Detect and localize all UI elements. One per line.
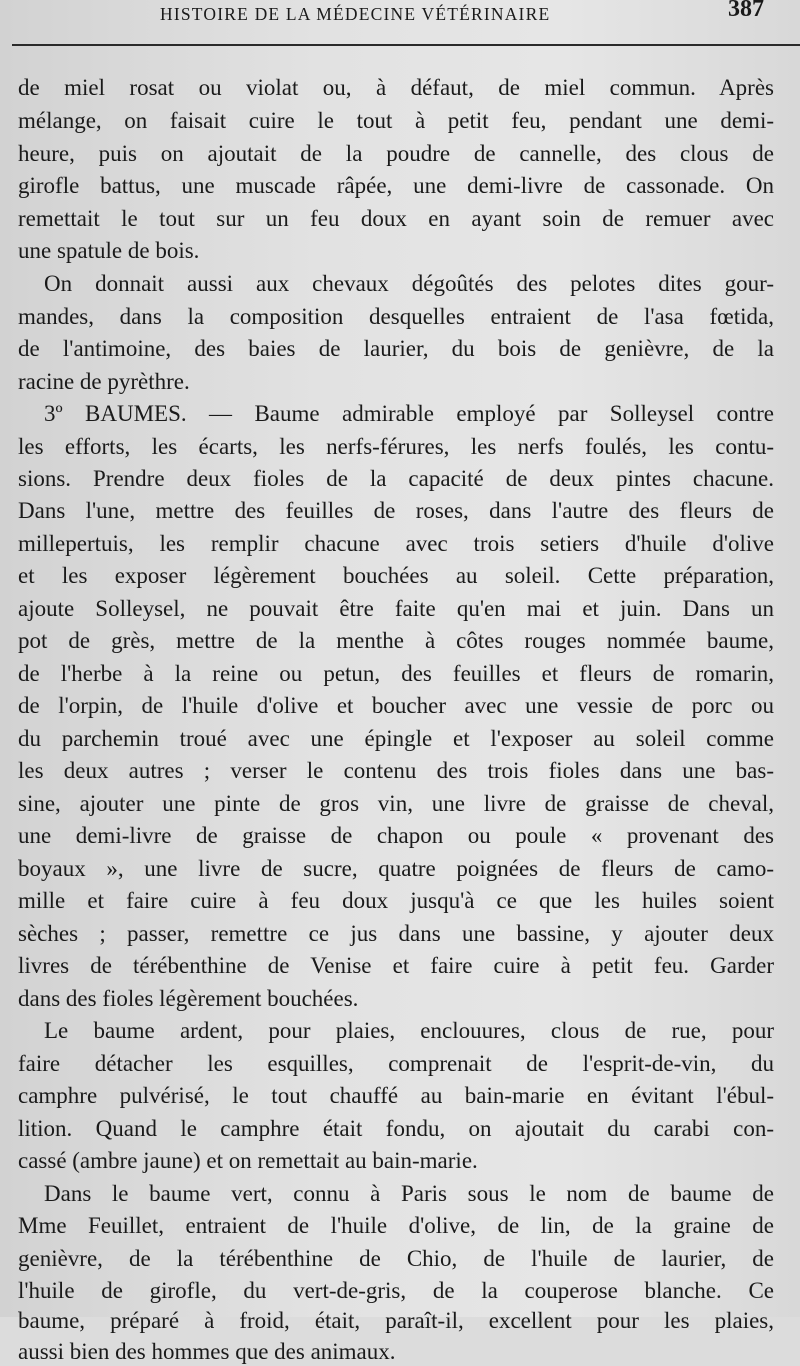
text-line: ajoute Solleysel, ne pouvait être faite qu'en mai et juin. Dans un: [18, 596, 774, 621]
text-line: racine de pyrèthre.: [18, 369, 190, 394]
text-line: l'huile de girofle, du vert-de-gris, de la couperose blanche. Ce: [18, 1278, 774, 1303]
text-line: 3º BAUMES. — Baume admirable employé par Solleysel contre: [44, 401, 774, 426]
text-line: les deux autres ; verser le contenu des trois fioles dans une bas-: [18, 758, 774, 783]
text-line: pot de grès, mettre de la menthe à côtes rouges nommée baume,: [18, 628, 774, 653]
page-number: 387: [728, 0, 764, 22]
text-line: dans des fioles légèrement bouchées.: [18, 986, 359, 1011]
text-line: On donnait aussi aux chevaux dégoûtés des pelotes dites gour-: [44, 271, 774, 296]
text-line: et les exposer légèrement bouchées au soleil. Cette préparation,: [18, 563, 774, 588]
text-line: de l'orpin, de l'huile d'olive et boucher avec une vessie de porc ou: [18, 693, 774, 718]
text-line: livres de térébenthine de Venise et faire cuire à petit feu. Garder: [18, 953, 774, 978]
header-rule: [12, 44, 800, 46]
running-title: HISTOIRE DE LA MÉDECINE VÉTÉRINAIRE: [160, 4, 551, 24]
text-line: sèches ; passer, remettre ce jus dans une bassine, y ajouter deux: [18, 921, 774, 946]
text-line: camphre pulvérisé, le tout chauffé au bain-marie en évitant l'ébul-: [18, 1083, 774, 1108]
text-line: heure, puis on ajoutait de la poudre de cannelle, des clous de: [18, 141, 774, 166]
text-line: genièvre, de la térébenthine de Chio, de l'huile de laurier, de: [18, 1246, 774, 1271]
text-line: de miel rosat ou violat ou, à défaut, de miel commun. Après: [18, 75, 774, 100]
text-line: mandes, dans la composition desquelles entraient de l'asa fœtida,: [18, 304, 774, 329]
text-line: boyaux », une livre de sucre, quatre poignées de fleurs de camo-: [18, 856, 774, 881]
running-header: [0, 0, 800, 46]
text-line: de l'antimoine, des baies de laurier, du bois de genièvre, de la: [18, 336, 774, 361]
text-line: girofle battus, une muscade râpée, une demi-livre de cassonade. On: [18, 173, 774, 198]
text-line: faire détacher les esquilles, comprenait de l'esprit-de-vin, du: [18, 1051, 774, 1076]
text-line: lition. Quand le camphre était fondu, on ajoutait du carabi con-: [18, 1116, 774, 1141]
text-line: les efforts, les écarts, les nerfs-férures, les nerfs foulés, les contu-: [18, 434, 774, 459]
text-line: baume, préparé à froid, était, paraît-il, excellent pour les plaies,: [18, 1308, 774, 1333]
text-line: une demi-livre de graisse de chapon ou poule « provenant des: [18, 823, 774, 848]
text-line: sine, ajouter une pinte de gros vin, une livre de graisse de cheval,: [18, 791, 774, 816]
text-line: mille et faire cuire à feu doux jusqu'à ce que les huiles soient: [18, 888, 774, 913]
text-line: Dans le baume vert, connu à Paris sous le nom de baume de: [44, 1181, 774, 1206]
text-line: mélange, on faisait cuire le tout à petit feu, pendant une demi-: [18, 108, 774, 133]
text-line: Mme Feuillet, entraient de l'huile d'olive, de lin, de la graine de: [18, 1213, 774, 1238]
text-line: Dans l'une, mettre des feuilles de roses, dans l'autre des fleurs de: [18, 498, 774, 523]
text-line: du parchemin troué avec une épingle et l'exposer au soleil comme: [18, 726, 774, 751]
text-line: sions. Prendre deux fioles de la capacité de deux pintes chacune.: [18, 466, 774, 491]
text-line: de l'herbe à la reine ou petun, des feuilles et fleurs de romarin,: [18, 661, 774, 686]
text-line: aussi bien des hommes que des animaux.: [18, 1339, 396, 1364]
text-line: remettait le tout sur un feu doux en ayant soin de remuer avec: [18, 206, 774, 231]
text-line: Le baume ardent, pour plaies, enclouures, clous de rue, pour: [44, 1018, 774, 1043]
text-line: cassé (ambre jaune) et on remettait au bain-marie.: [18, 1148, 478, 1173]
text-line: une spatule de bois.: [18, 238, 200, 263]
text-line: millepertuis, les remplir chacune avec trois setiers d'huile d'olive: [18, 531, 774, 556]
